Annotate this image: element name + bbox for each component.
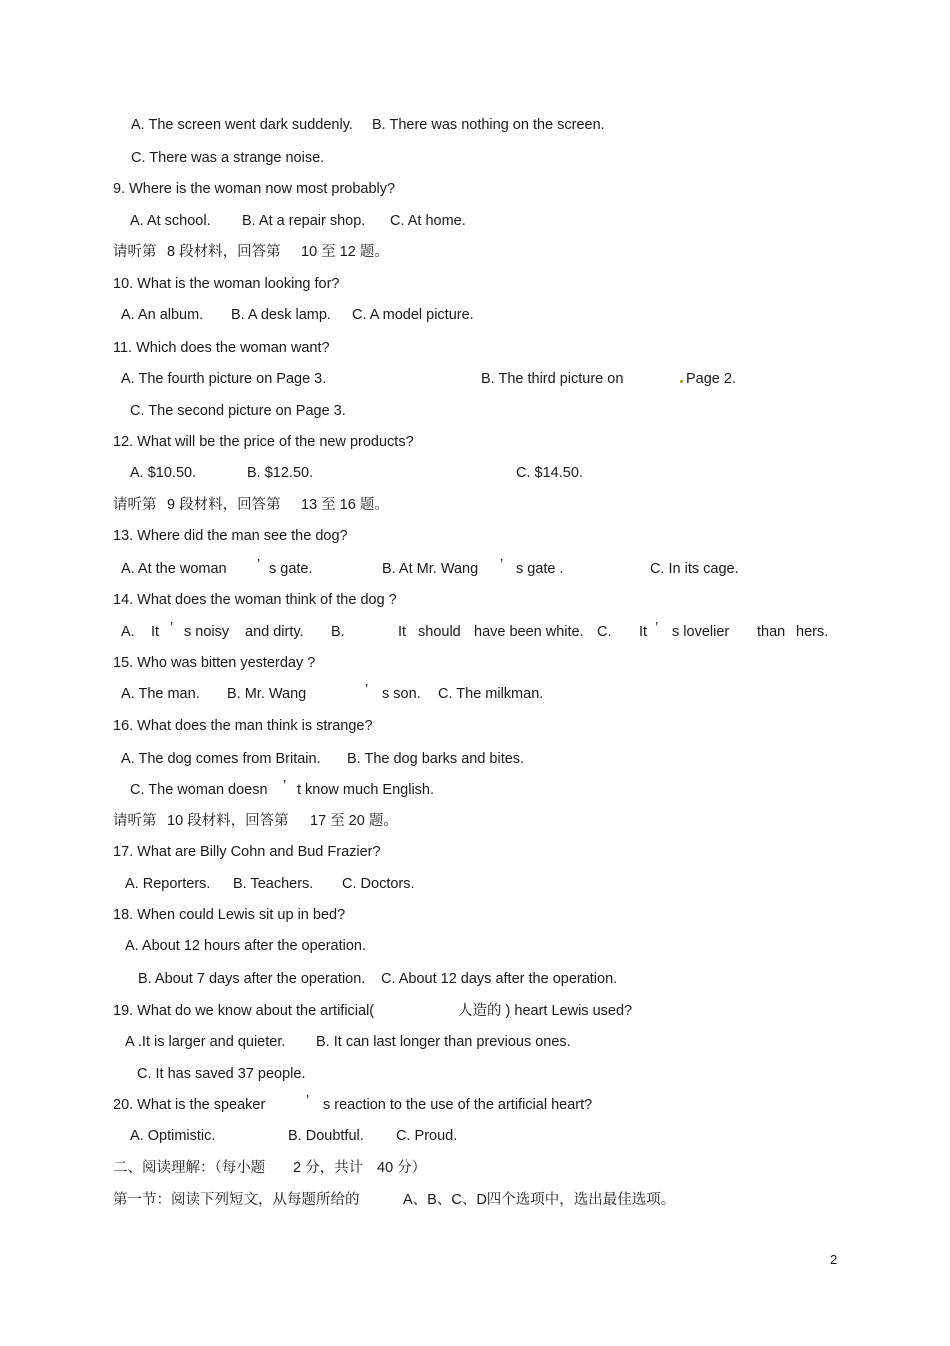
page-number: 2 xyxy=(830,1252,838,1267)
option-c: C. Proud. xyxy=(396,1128,458,1144)
option-a: A. At the woman xyxy=(121,561,227,577)
option-b: B. About 7 days after the operation. xyxy=(138,971,366,987)
option-b: B. Mr. Wang xyxy=(227,686,307,702)
apostrophe: ’ xyxy=(500,557,504,573)
option-c: C. The milkman. xyxy=(438,686,544,702)
option-a-text: s noisy xyxy=(184,624,230,640)
apostrophe: ’ xyxy=(283,778,287,794)
option-a: A. About 12 hours after the operation. xyxy=(125,938,367,954)
question-text: 11. Which does the woman want? xyxy=(113,340,330,356)
question-text: 9. Where is the woman now most probably? xyxy=(113,181,396,197)
option-a-tail: s gate. xyxy=(269,561,313,577)
instruction-part: 17 至 20 题。 xyxy=(310,813,398,829)
option-c: C. It has saved 37 people. xyxy=(137,1066,306,1082)
option-c: C. In its cage. xyxy=(650,561,739,577)
option-c-text: s lovelier xyxy=(672,624,730,640)
question-text: 13. Where did the man see the dog? xyxy=(113,528,348,544)
option-b: B. At a repair shop. xyxy=(242,213,366,229)
option-b: B. Doubtful. xyxy=(288,1128,364,1144)
option-c-tail: t know much English. xyxy=(297,782,435,798)
question-text: s reaction to the use of the artificial heart? xyxy=(323,1097,593,1113)
option-b-text: have been white. xyxy=(474,624,584,640)
option-a: A. Reporters. xyxy=(125,876,211,892)
option-a: A. At school. xyxy=(130,213,211,229)
option-a: A. The man. xyxy=(121,686,200,702)
option-b: B. At Mr. Wang xyxy=(382,561,479,577)
option-c: C. The woman doesn xyxy=(130,782,268,798)
question-text: 14. What does the woman think of the dog ? xyxy=(113,592,397,608)
instruction-part: 10 至 12 题。 xyxy=(301,244,389,260)
option-a: A. The fourth picture on Page 3. xyxy=(121,371,327,387)
option-b: B. It can last longer than previous ones. xyxy=(316,1034,571,1050)
option-b-tail: s gate . xyxy=(516,561,564,577)
option-a: A. An album. xyxy=(121,307,204,323)
option-c: C. About 12 days after the operation. xyxy=(381,971,618,987)
apostrophe: ’ xyxy=(365,682,369,698)
option-a-text: It xyxy=(151,624,160,640)
option-c: C. A model picture. xyxy=(352,307,474,323)
option-b-tail: Page 2. xyxy=(686,371,736,387)
option-b-text: should xyxy=(418,624,461,640)
option-a: A .It is larger and quieter. xyxy=(125,1034,286,1050)
option-b: B. Teachers. xyxy=(233,876,314,892)
option-c-text: hers. xyxy=(796,624,829,640)
option-c: C. The second picture on Page 3. xyxy=(130,403,346,419)
instruction-part: 请听第 xyxy=(113,813,157,829)
option-a: A. Optimistic. xyxy=(130,1128,216,1144)
instruction-part: 13 至 16 题。 xyxy=(301,497,389,513)
option-b: B. $12.50. xyxy=(247,465,314,481)
question-text: 20. What is the speaker xyxy=(113,1097,266,1113)
option-b-tail: s son. xyxy=(382,686,421,702)
apostrophe: ’ xyxy=(655,620,659,636)
question-text: 15. Who was bitten yesterday ? xyxy=(113,655,316,671)
question-text: 人造的 ) heart Lewis used? xyxy=(458,1003,633,1019)
apostrophe: ’ xyxy=(257,557,261,573)
instruction-part: 9 段材料，回答第 xyxy=(167,497,281,513)
heading-part: 40 分） xyxy=(377,1160,427,1176)
ink-speck xyxy=(680,380,683,383)
option-a: A. $10.50. xyxy=(130,465,197,481)
apostrophe: ’ xyxy=(170,620,174,636)
instruction-part: A、B、C、D四个选项中，选出最佳选项。 xyxy=(403,1192,676,1208)
option-a-text: and dirty. xyxy=(245,624,304,640)
option-b: B. xyxy=(331,624,345,640)
instruction-part: 请听第 xyxy=(113,244,157,260)
instruction-part: 10 段材料，回答第 xyxy=(167,813,289,829)
question-text: 16. What does the man think is strange? xyxy=(113,718,373,734)
option-b: B. The dog barks and bites. xyxy=(347,751,525,767)
option-c: C. $14.50. xyxy=(516,465,583,481)
question-text: 17. What are Billy Cohn and Bud Frazier? xyxy=(113,844,381,860)
instruction-part: 请听第 xyxy=(113,497,157,513)
option-c: C. There was a strange noise. xyxy=(131,150,325,166)
option-a: A. The screen went dark suddenly. xyxy=(131,117,353,133)
option-c: C. At home. xyxy=(390,213,466,229)
option-b: B. A desk lamp. xyxy=(231,307,331,323)
option-c: C. xyxy=(597,624,612,640)
option-c: C. Doctors. xyxy=(342,876,415,892)
option-a: A. The dog comes from Britain. xyxy=(121,751,321,767)
question-text: 12. What will be the price of the new products? xyxy=(113,434,414,450)
heading-part: 二、阅读理解：（每小题 xyxy=(113,1160,266,1176)
option-c-text: It xyxy=(639,624,648,640)
option-c-text: than xyxy=(757,624,786,640)
question-text: 19. What do we know about the artificial( xyxy=(113,1003,375,1019)
option-a: A. xyxy=(121,624,135,640)
heading-part: 2 分，共计 xyxy=(293,1160,364,1176)
option-b: B. The third picture on xyxy=(481,371,624,387)
instruction-part: 8 段材料，回答第 xyxy=(167,244,281,260)
instruction-part: 第一节：阅读下列短文，从每题所给的 xyxy=(113,1192,360,1208)
apostrophe: ’ xyxy=(306,1093,310,1109)
question-text: 10. What is the woman looking for? xyxy=(113,276,340,292)
option-b-text: It xyxy=(398,624,407,640)
option-b: B. There was nothing on the screen. xyxy=(372,117,605,133)
question-text: 18. When could Lewis sit up in bed? xyxy=(113,907,346,923)
